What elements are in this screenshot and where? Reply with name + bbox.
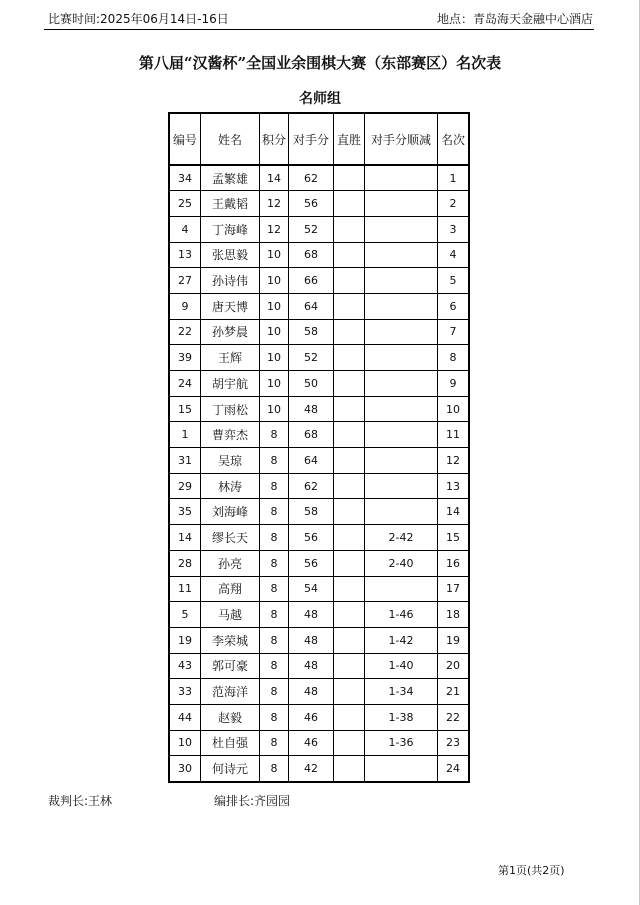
cell-score: 8	[260, 473, 289, 499]
cell-opponent-score: 56	[289, 191, 334, 217]
cell-score: 8	[260, 576, 289, 602]
chief-referee: 裁判长:王林	[48, 794, 113, 808]
cell-opponent-score: 56	[289, 525, 334, 551]
cell-direct-win	[334, 345, 365, 371]
cell-direct-win	[334, 730, 365, 756]
cell-rank: 12	[438, 448, 470, 474]
cell-direct-win	[334, 319, 365, 345]
cell-score: 10	[260, 345, 289, 371]
cell-id: 28	[169, 550, 201, 576]
cell-opponent-reduce	[365, 191, 438, 217]
cell-direct-win	[334, 653, 365, 679]
cell-opponent-reduce	[365, 448, 438, 474]
table-row	[169, 627, 469, 653]
cell-name: 何诗元	[201, 756, 260, 782]
cell-rank: 24	[438, 756, 470, 782]
cell-opponent-score: 52	[289, 345, 334, 371]
cell-id: 4	[169, 216, 201, 242]
cell-id: 35	[169, 499, 201, 525]
col-header-rank: 名次	[438, 113, 470, 165]
cell-name: 范海洋	[201, 679, 260, 705]
cell-direct-win	[334, 550, 365, 576]
cell-rank: 17	[438, 576, 470, 602]
table-row	[169, 679, 469, 705]
col-header-opponent-score: 对手分	[289, 113, 334, 165]
table-row	[169, 268, 469, 294]
table-row	[169, 756, 469, 782]
table-row	[169, 345, 469, 371]
cell-name: 林涛	[201, 473, 260, 499]
cell-rank: 7	[438, 319, 470, 345]
cell-rank: 2	[438, 191, 470, 217]
cell-opponent-score: 42	[289, 756, 334, 782]
cell-score: 8	[260, 627, 289, 653]
cell-rank: 9	[438, 371, 470, 397]
cell-opponent-score: 54	[289, 576, 334, 602]
cell-score: 8	[260, 550, 289, 576]
cell-opponent-score: 64	[289, 448, 334, 474]
cell-direct-win	[334, 422, 365, 448]
cell-id: 34	[169, 165, 201, 191]
cell-name: 刘海峰	[201, 499, 260, 525]
cell-opponent-score: 48	[289, 396, 334, 422]
table-row	[169, 242, 469, 268]
cell-score: 8	[260, 448, 289, 474]
cell-direct-win	[334, 473, 365, 499]
table-row	[169, 499, 469, 525]
cell-id: 15	[169, 396, 201, 422]
ranking-table	[168, 112, 470, 783]
cell-score: 8	[260, 704, 289, 730]
cell-rank: 5	[438, 268, 470, 294]
cell-id: 33	[169, 679, 201, 705]
cell-name: 孙诗伟	[201, 268, 260, 294]
cell-rank: 3	[438, 216, 470, 242]
cell-direct-win	[334, 216, 365, 242]
cell-score: 10	[260, 396, 289, 422]
cell-score: 14	[260, 165, 289, 191]
cell-opponent-reduce: 1-34	[365, 679, 438, 705]
cell-name: 王辉	[201, 345, 260, 371]
cell-opponent-reduce	[365, 242, 438, 268]
cell-score: 10	[260, 268, 289, 294]
cell-opponent-reduce	[365, 499, 438, 525]
cell-direct-win	[334, 525, 365, 551]
cell-name: 吴琼	[201, 448, 260, 474]
cell-score: 10	[260, 371, 289, 397]
cell-opponent-reduce	[365, 371, 438, 397]
cell-opponent-reduce: 1-36	[365, 730, 438, 756]
cell-id: 13	[169, 242, 201, 268]
cell-id: 44	[169, 704, 201, 730]
page-number: 第1页(共2页)	[498, 864, 565, 877]
table-header-row	[169, 113, 469, 165]
cell-opponent-score: 56	[289, 550, 334, 576]
col-header-score: 积分	[260, 113, 289, 165]
cell-score: 12	[260, 191, 289, 217]
cell-name: 杜自强	[201, 730, 260, 756]
cell-rank: 10	[438, 396, 470, 422]
cell-opponent-reduce	[365, 396, 438, 422]
cell-name: 丁海峰	[201, 216, 260, 242]
cell-score: 10	[260, 319, 289, 345]
cell-opponent-reduce: 1-42	[365, 627, 438, 653]
cell-opponent-score: 68	[289, 422, 334, 448]
cell-name: 孙亮	[201, 550, 260, 576]
cell-opponent-score: 58	[289, 319, 334, 345]
col-header-direct-win: 直胜	[334, 113, 365, 165]
cell-score: 8	[260, 756, 289, 782]
cell-score: 12	[260, 216, 289, 242]
cell-name: 唐天博	[201, 293, 260, 319]
cell-opponent-reduce	[365, 422, 438, 448]
cell-name: 孟繁雄	[201, 165, 260, 191]
table-row	[169, 191, 469, 217]
cell-name: 孙梦晨	[201, 319, 260, 345]
cell-id: 22	[169, 319, 201, 345]
table-row	[169, 704, 469, 730]
cell-rank: 4	[438, 242, 470, 268]
cell-opponent-score: 50	[289, 371, 334, 397]
cell-rank: 20	[438, 653, 470, 679]
table-row	[169, 576, 469, 602]
table-row	[169, 396, 469, 422]
cell-name: 曹弈杰	[201, 422, 260, 448]
cell-id: 29	[169, 473, 201, 499]
cell-opponent-reduce	[365, 576, 438, 602]
cell-opponent-score: 66	[289, 268, 334, 294]
cell-direct-win	[334, 242, 365, 268]
cell-opponent-reduce	[365, 319, 438, 345]
table-row	[169, 216, 469, 242]
table-row	[169, 653, 469, 679]
cell-score: 8	[260, 525, 289, 551]
cell-opponent-reduce	[365, 473, 438, 499]
cell-opponent-reduce: 2-40	[365, 550, 438, 576]
cell-score: 8	[260, 422, 289, 448]
cell-opponent-reduce: 1-46	[365, 602, 438, 628]
cell-name: 赵毅	[201, 704, 260, 730]
cell-opponent-score: 46	[289, 730, 334, 756]
table-row	[169, 165, 469, 191]
table-row	[169, 525, 469, 551]
cell-direct-win	[334, 448, 365, 474]
cell-opponent-score: 48	[289, 627, 334, 653]
cell-opponent-score: 62	[289, 473, 334, 499]
cell-name: 李荣城	[201, 627, 260, 653]
match-time: 比赛时间:2025年06月14日-16日	[48, 12, 229, 26]
cell-id: 11	[169, 576, 201, 602]
cell-opponent-reduce	[365, 216, 438, 242]
cell-rank: 15	[438, 525, 470, 551]
header-divider	[44, 29, 594, 30]
cell-opponent-score: 48	[289, 679, 334, 705]
table-row	[169, 730, 469, 756]
cell-rank: 22	[438, 704, 470, 730]
cell-opponent-reduce	[365, 756, 438, 782]
cell-score: 8	[260, 499, 289, 525]
col-header-opponent-reduce: 对手分顺减	[365, 113, 438, 165]
cell-id: 10	[169, 730, 201, 756]
cell-score: 8	[260, 653, 289, 679]
cell-opponent-score: 52	[289, 216, 334, 242]
cell-score: 10	[260, 293, 289, 319]
cell-opponent-reduce: 1-40	[365, 653, 438, 679]
cell-id: 31	[169, 448, 201, 474]
cell-rank: 1	[438, 165, 470, 191]
cell-direct-win	[334, 165, 365, 191]
cell-direct-win	[334, 704, 365, 730]
cell-direct-win	[334, 602, 365, 628]
cell-score: 8	[260, 679, 289, 705]
cell-score: 8	[260, 730, 289, 756]
cell-name: 郭可豪	[201, 653, 260, 679]
table-row	[169, 473, 469, 499]
cell-rank: 23	[438, 730, 470, 756]
cell-opponent-score: 62	[289, 165, 334, 191]
cell-opponent-score: 48	[289, 653, 334, 679]
cell-direct-win	[334, 756, 365, 782]
cell-rank: 16	[438, 550, 470, 576]
cell-score: 10	[260, 242, 289, 268]
cell-direct-win	[334, 268, 365, 294]
cell-opponent-score: 58	[289, 499, 334, 525]
cell-name: 高翔	[201, 576, 260, 602]
table-row	[169, 319, 469, 345]
table-row	[169, 422, 469, 448]
ranking-table-body	[169, 165, 469, 782]
cell-opponent-reduce	[365, 293, 438, 319]
cell-opponent-score: 64	[289, 293, 334, 319]
cell-rank: 13	[438, 473, 470, 499]
cell-name: 马越	[201, 602, 260, 628]
cell-name: 张思毅	[201, 242, 260, 268]
venue: 地点：青岛海天金融中心酒店	[436, 12, 593, 26]
cell-id: 1	[169, 422, 201, 448]
col-header-name: 姓名	[201, 113, 260, 165]
cell-opponent-reduce	[365, 165, 438, 191]
cell-direct-win	[334, 371, 365, 397]
col-header-id: 编号	[169, 113, 201, 165]
page-title: 第八届“汉酱杯”全国业余围棋大赛（东部赛区）名次表	[138, 54, 502, 72]
cell-direct-win	[334, 499, 365, 525]
cell-direct-win	[334, 191, 365, 217]
cell-direct-win	[334, 679, 365, 705]
cell-direct-win	[334, 576, 365, 602]
cell-direct-win	[334, 396, 365, 422]
cell-name: 丁雨松	[201, 396, 260, 422]
cell-id: 27	[169, 268, 201, 294]
cell-score: 8	[260, 602, 289, 628]
table-row	[169, 448, 469, 474]
cell-opponent-score: 68	[289, 242, 334, 268]
chief-arranger: 编排长:齐园园	[214, 794, 291, 808]
cell-rank: 18	[438, 602, 470, 628]
table-row	[169, 602, 469, 628]
cell-opponent-reduce	[365, 268, 438, 294]
cell-name: 缪长天	[201, 525, 260, 551]
table-row	[169, 371, 469, 397]
cell-rank: 6	[438, 293, 470, 319]
cell-id: 19	[169, 627, 201, 653]
cell-id: 14	[169, 525, 201, 551]
cell-opponent-score: 48	[289, 602, 334, 628]
cell-opponent-score: 46	[289, 704, 334, 730]
cell-id: 30	[169, 756, 201, 782]
cell-id: 25	[169, 191, 201, 217]
cell-id: 5	[169, 602, 201, 628]
cell-opponent-reduce: 2-42	[365, 525, 438, 551]
cell-direct-win	[334, 293, 365, 319]
cell-rank: 14	[438, 499, 470, 525]
cell-name: 王戴韬	[201, 191, 260, 217]
cell-name: 胡宇航	[201, 371, 260, 397]
table-row	[169, 550, 469, 576]
cell-opponent-reduce	[365, 345, 438, 371]
cell-direct-win	[334, 627, 365, 653]
cell-rank: 8	[438, 345, 470, 371]
cell-id: 43	[169, 653, 201, 679]
cell-rank: 19	[438, 627, 470, 653]
group-title: 名师组	[299, 91, 341, 107]
cell-id: 24	[169, 371, 201, 397]
cell-opponent-reduce: 1-38	[365, 704, 438, 730]
cell-rank: 11	[438, 422, 470, 448]
cell-rank: 21	[438, 679, 470, 705]
table-row	[169, 293, 469, 319]
cell-id: 9	[169, 293, 201, 319]
cell-id: 39	[169, 345, 201, 371]
